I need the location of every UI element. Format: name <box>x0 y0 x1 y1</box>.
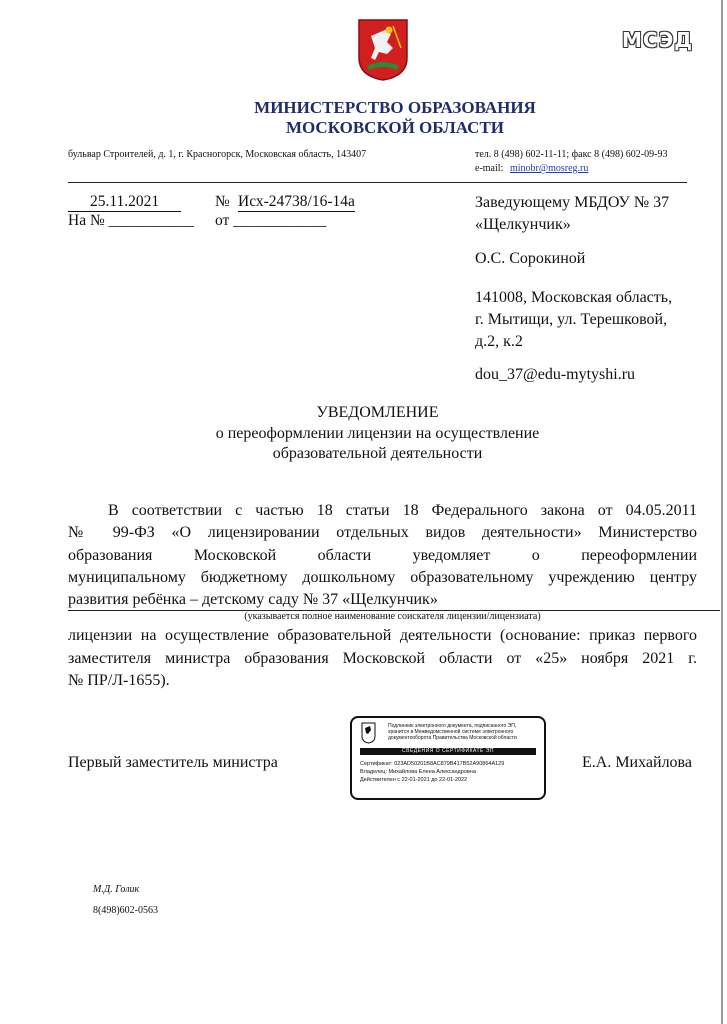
document-number <box>238 193 355 212</box>
reference-label: На № <box>68 212 105 229</box>
recipient-address-line2: г. Мытищи, ул. Терешковой, <box>475 311 668 328</box>
body-line7: заместителя министра образования Московской области от «25» ноября 2021 г. <box>68 650 697 667</box>
msed-badge: МСЭД <box>622 28 694 52</box>
recipient-email: dou_37@edu-mytyshi.ru <box>475 366 636 383</box>
coat-of-arms-icon <box>361 722 376 744</box>
executor-name: М.Д. Голик <box>93 884 140 895</box>
ministry-name-line1: МИНИСТЕРСТВО ОБРАЗОВАНИЯ <box>254 98 536 117</box>
recipient-line1: Заведующему МБДОУ № 37 <box>475 194 670 211</box>
executor-phone: 8(498)602-0563 <box>93 905 158 916</box>
recipient-address <box>475 287 672 353</box>
electronic-signature-stamp <box>350 716 546 800</box>
stamp-certificate: Сертификат: 023AD50201B8AC879B417B52A90864A129 <box>360 761 505 767</box>
document-title: УВЕДОМЛЕНИЕ <box>316 404 439 421</box>
body-line8: № ПР/Л-1655). <box>68 672 170 689</box>
stamp-header: Подлинник электронного документа, подписанного ЭП, хранится в Межведомственной системе электронного документооборота Правительства Московской области <box>388 723 517 741</box>
stamp-cert-heading: СВЕДЕНИЯ О СЕРТИФИКАТЕ ЭП <box>360 748 536 755</box>
body-line1: В соответствии с частью 18 статьи 18 Федерального закона от 04.05.2011 <box>108 502 697 519</box>
reference-blank: ___________ <box>108 212 194 229</box>
from-blank: ____________ <box>233 212 327 229</box>
recipient-line2: «Щелкунчик» <box>475 216 571 233</box>
number-label: № <box>215 193 230 210</box>
body-line6: лицензии на осуществление образовательной деятельности (основание: приказ первого <box>68 627 697 644</box>
page-edge <box>721 0 723 1024</box>
stamp-validity: Действителен с 22-01-2021 до 22-01-2022 <box>360 777 468 783</box>
licensee-hint: (указывается полное наименование соискателя лицензии/лицензиата) <box>244 611 541 622</box>
from-label: от <box>215 212 230 229</box>
document-number-value: Исх-24738/16-14а <box>238 193 355 210</box>
ministry-name-line2: МОСКОВСКОЙ ОБЛАСТИ <box>285 118 505 137</box>
recipient-address-line3: д.2, к.2 <box>475 333 523 350</box>
reference-date <box>215 212 326 230</box>
ministry-email-link[interactable]: minobr@mosreg.ru <box>510 163 589 174</box>
body-line2: № 99-ФЗ «О лицензировании отдельных видов деятельности» Министерство <box>68 524 697 541</box>
coat-of-arms-icon <box>357 18 409 82</box>
reference-number <box>68 212 194 230</box>
document-date-value: 25.11.2021 <box>68 193 181 212</box>
ministry-phones: тел. 8 (498) 602-11-11; факс 8 (498) 602-09-93 <box>475 149 668 160</box>
stamp-owner: Владелец: Михайлова Елена Александровна <box>360 769 476 775</box>
body-line3: образования Московской области уведомляет о переоформлении <box>68 547 697 564</box>
header-divider <box>68 182 687 183</box>
signatory-position: Первый заместитель министра <box>68 754 278 771</box>
body-line5: развития ребёнка – детскому саду № 37 «Щелкунчик» <box>68 591 438 608</box>
recipient-name: О.С. Сорокиной <box>475 250 586 267</box>
document-subtitle-line2: образовательной деятельности <box>272 445 483 462</box>
email-label: e-mail: <box>475 163 504 174</box>
body-line4: муниципальному бюджетному дошкольному образовательному учреждению центру <box>68 569 697 586</box>
recipient-organization <box>475 192 669 236</box>
document-date <box>68 193 181 212</box>
ministry-address: бульвар Строителей, д. 1, г. Красногорск, Московская область, 143407 <box>68 149 367 160</box>
document-subtitle-line1: о переоформлении лицензии на осуществление <box>215 425 540 442</box>
recipient-address-line1: 141008, Московская область, <box>475 289 673 306</box>
signatory-name: Е.А. Михайлова <box>582 754 692 771</box>
